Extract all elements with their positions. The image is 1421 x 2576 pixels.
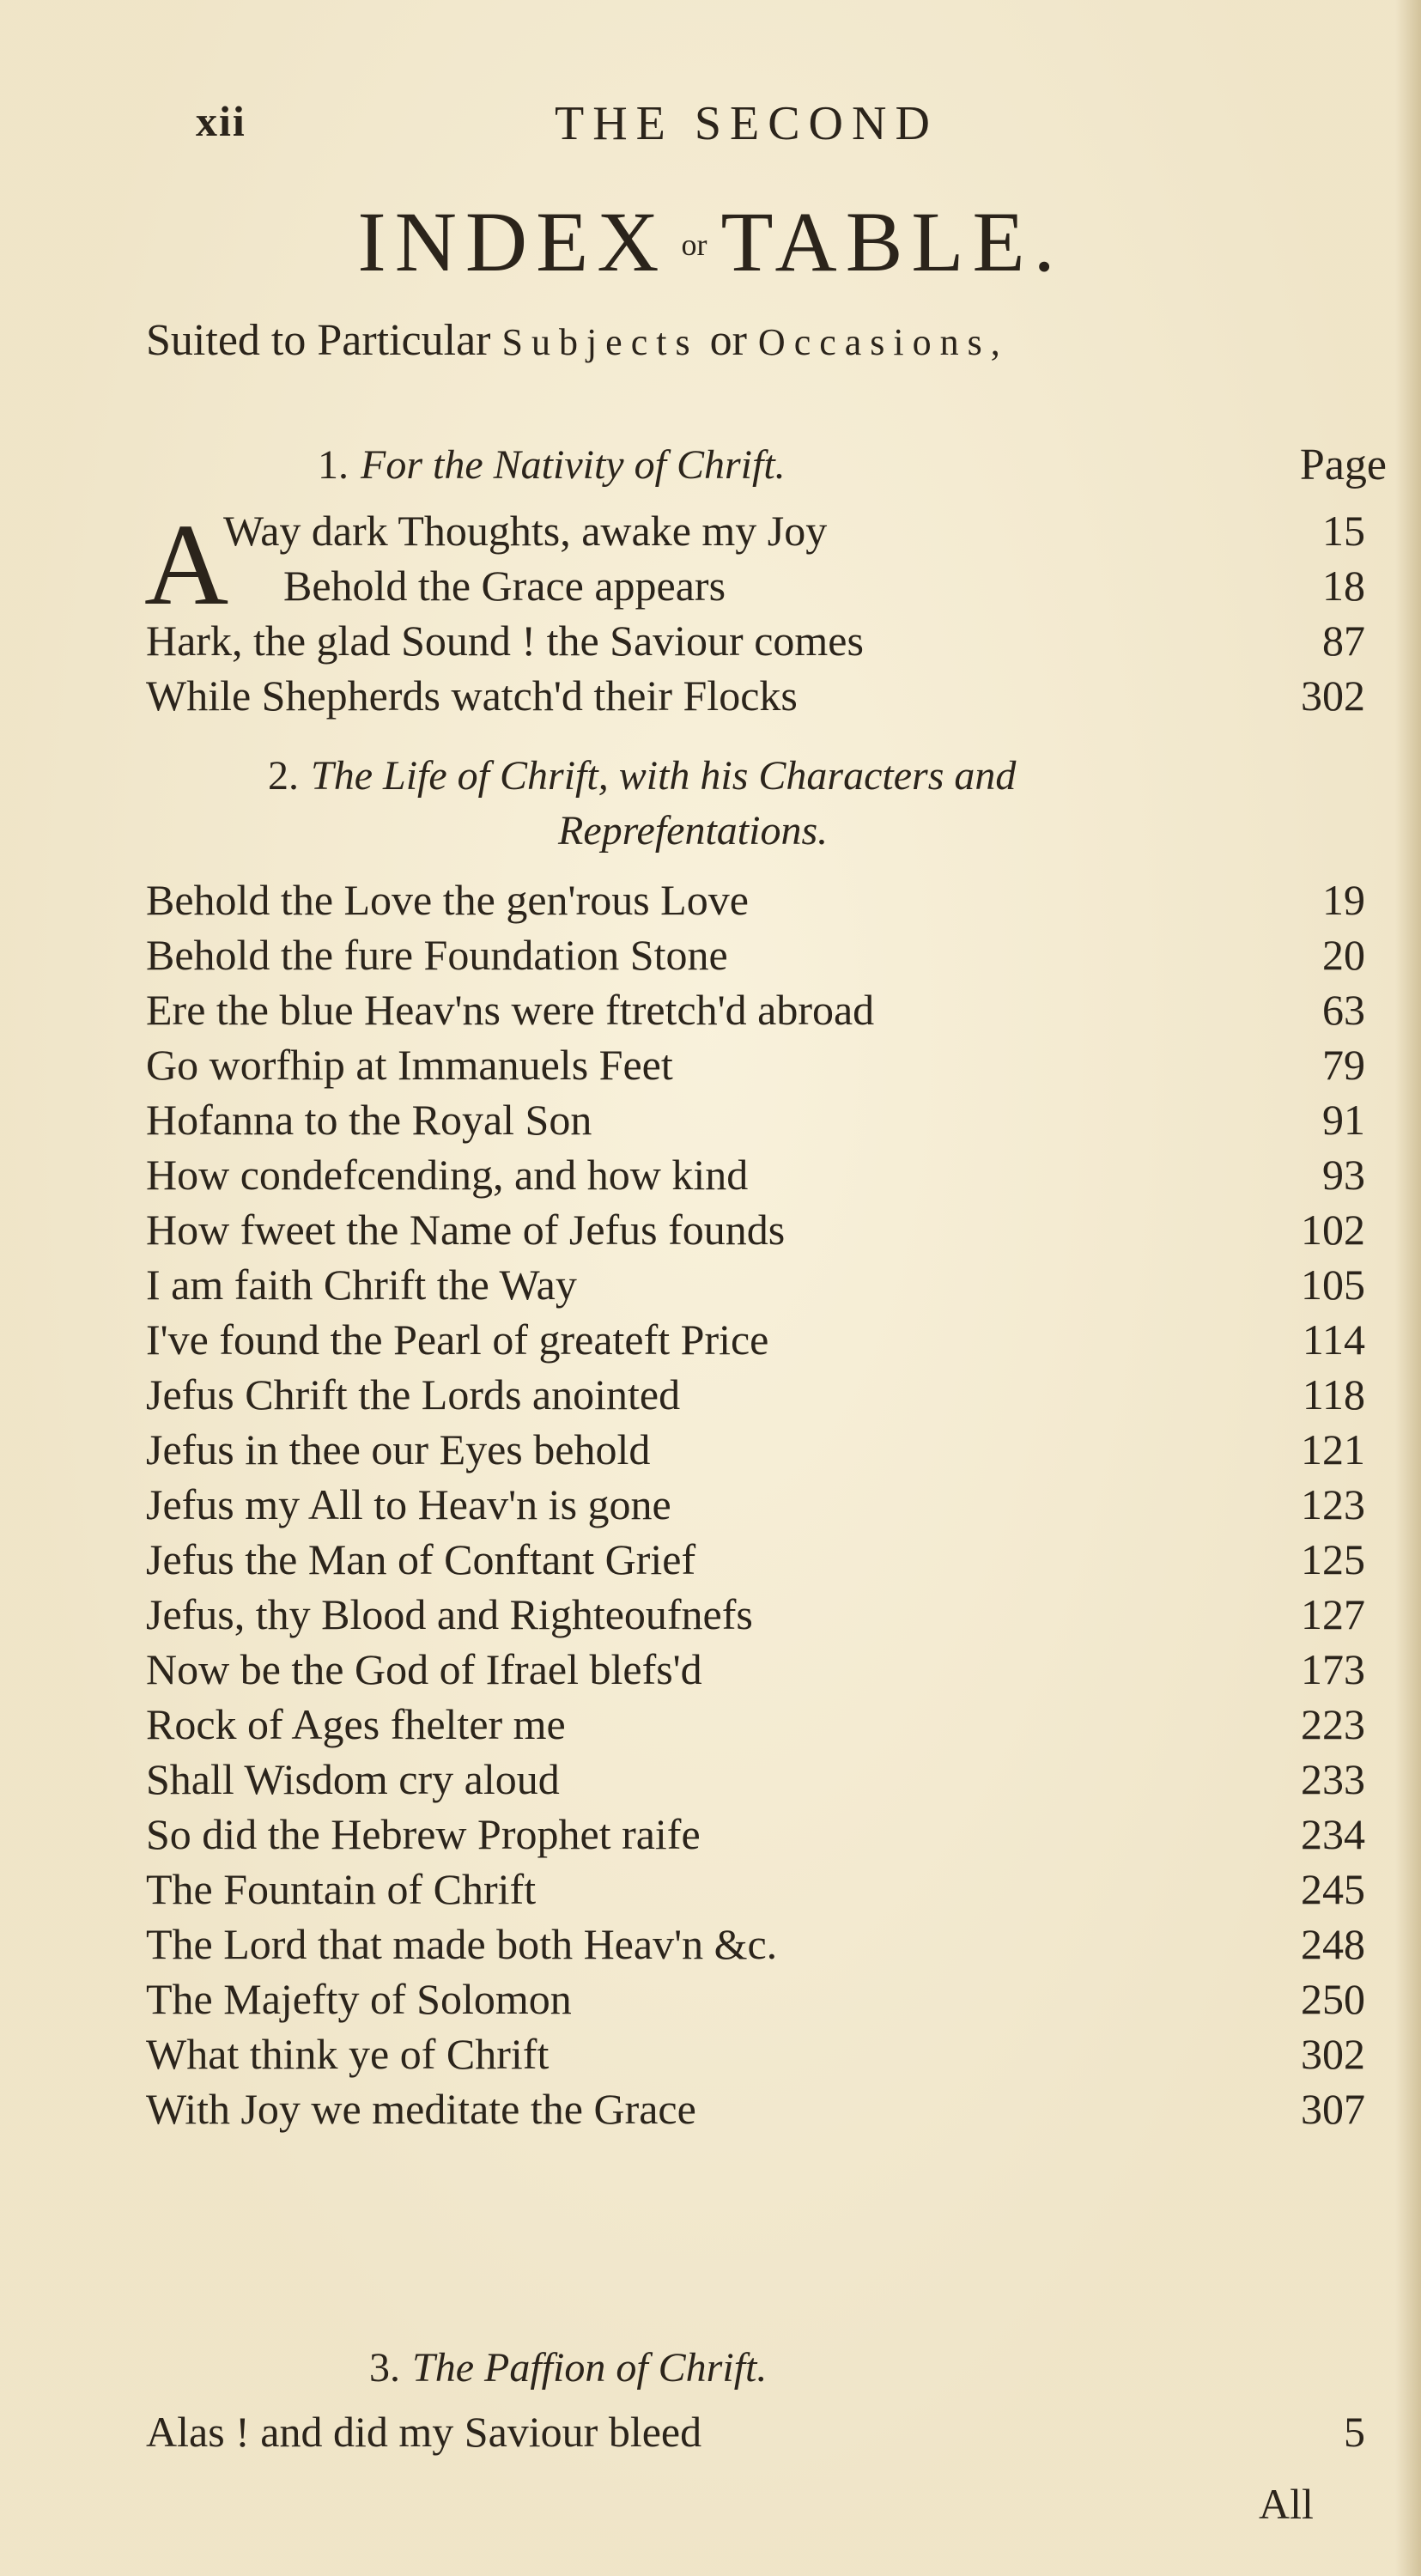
entry-page: 93 bbox=[1322, 1151, 1365, 1199]
entry-title: Hofanna to the Royal Son bbox=[146, 1096, 592, 1144]
entry-page: 87 bbox=[1322, 617, 1365, 665]
folio-number: xii bbox=[196, 97, 246, 145]
entry-page: 118 bbox=[1302, 1370, 1365, 1419]
entry-title: The Fountain of Chrift bbox=[146, 1865, 537, 1913]
entry-title: The Lord that made both Heav'n &c. bbox=[146, 1920, 778, 1968]
index-entry bbox=[146, 1257, 1400, 1312]
entry-page: 245 bbox=[1301, 1865, 1365, 1913]
index-entry bbox=[146, 872, 1400, 927]
page-column-label: Page bbox=[1299, 440, 1387, 489]
entry-page: 125 bbox=[1301, 1535, 1365, 1583]
entry-title: Jefus Chrift the Lords anointed bbox=[146, 1370, 681, 1419]
entry-page: 250 bbox=[1301, 1975, 1365, 2023]
entry-title: I am faith Chrift the Way bbox=[146, 1261, 577, 1309]
index-entry bbox=[146, 982, 1400, 1037]
entry-page: 302 bbox=[1301, 671, 1365, 720]
entry-title: I've found the Pearl of greateft Price bbox=[146, 1315, 769, 1364]
section-title-continued: Reprefentations. bbox=[558, 808, 829, 854]
section-number: 3. bbox=[369, 2345, 400, 2391]
index-entry bbox=[146, 1532, 1400, 1587]
index-subtitle bbox=[146, 311, 1009, 373]
index-entry bbox=[146, 1917, 1400, 1971]
index-entry bbox=[146, 1587, 1400, 1642]
section-2-entries bbox=[146, 872, 1400, 2136]
index-title bbox=[0, 191, 1421, 296]
section-title: For the Nativity of Chrift. bbox=[361, 442, 786, 488]
index-entry bbox=[146, 1752, 1400, 1807]
subtitle-word-occasions: Occasions, bbox=[757, 321, 1009, 363]
entry-page: 123 bbox=[1301, 1480, 1365, 1528]
entry-title: Behold the Love the gen'rous Love bbox=[146, 876, 749, 924]
section-heading-1 bbox=[318, 438, 786, 493]
entry-title: Jefus in thee our Eyes behold bbox=[146, 1425, 651, 1473]
section-heading-2 bbox=[268, 749, 1016, 804]
entry-page: 15 bbox=[1322, 507, 1365, 555]
section-title: The Paffion of Chrift. bbox=[412, 2345, 768, 2391]
entry-title: Behold the fure Foundation Stone bbox=[146, 931, 728, 979]
entry-page: 173 bbox=[1301, 1645, 1365, 1693]
entry-page: 248 bbox=[1301, 1920, 1365, 1968]
entry-page: 234 bbox=[1301, 1810, 1365, 1858]
entry-title: Ere the blue Heav'ns were ftretch'd abroad bbox=[146, 986, 875, 1034]
entry-title: Hark, the glad Sound ! the Saviour comes bbox=[146, 617, 864, 665]
entry-page: 105 bbox=[1301, 1261, 1365, 1309]
index-entry bbox=[146, 503, 1400, 558]
entry-page: 233 bbox=[1301, 1755, 1365, 1803]
subtitle-lead: Suited to Particular bbox=[146, 316, 491, 365]
running-title: THE SECOND bbox=[555, 97, 938, 150]
index-entry bbox=[146, 2026, 1400, 2081]
index-entry bbox=[146, 1971, 1400, 2026]
running-head bbox=[196, 96, 1140, 165]
entry-title: Jefus the Man of Conftant Grief bbox=[146, 1535, 696, 1583]
entry-title: With Joy we meditate the Grace bbox=[146, 2085, 696, 2133]
index-entry bbox=[146, 1862, 1400, 1917]
entry-page: 19 bbox=[1322, 876, 1365, 924]
section-heading-3 bbox=[369, 2341, 767, 2396]
entry-page: 307 bbox=[1301, 2085, 1365, 2133]
section-1-entries bbox=[146, 503, 1400, 723]
entry-title: Rock of Ages fhelter me bbox=[146, 1700, 566, 1748]
index-entry bbox=[146, 558, 1400, 613]
entry-title: Jefus my All to Heav'n is gone bbox=[146, 1480, 671, 1528]
entry-title: While Shepherds watch'd their Flocks bbox=[146, 671, 798, 720]
index-entry bbox=[146, 2081, 1400, 2136]
entry-page: 63 bbox=[1322, 986, 1365, 1034]
subtitle-middle: or bbox=[709, 316, 747, 365]
catchword: All bbox=[1259, 2480, 1314, 2528]
section-number: 2. bbox=[268, 753, 299, 799]
subtitle-word-subjects: Subjects bbox=[501, 321, 699, 363]
entry-title: Jefus, thy Blood and Righteoufnefs bbox=[146, 1590, 753, 1638]
entry-title: So did the Hebrew Prophet raife bbox=[146, 1810, 701, 1858]
entry-page: 20 bbox=[1322, 931, 1365, 979]
section-number: 1. bbox=[318, 442, 349, 488]
entry-title: Behold the Grace appears bbox=[283, 562, 726, 610]
entry-page: 127 bbox=[1301, 1590, 1365, 1638]
entry-title: Go worfhip at Immanuels Feet bbox=[146, 1041, 673, 1089]
index-entry bbox=[146, 1422, 1400, 1477]
drop-cap: A bbox=[144, 501, 229, 629]
index-entry bbox=[146, 1697, 1400, 1752]
entry-page: 223 bbox=[1301, 1700, 1365, 1748]
index-entry bbox=[146, 613, 1400, 668]
entry-page: 102 bbox=[1301, 1206, 1365, 1254]
entry-title: Now be the God of Ifrael blefs'd bbox=[146, 1645, 702, 1693]
index-entry bbox=[146, 1202, 1400, 1257]
entry-page: 79 bbox=[1322, 1041, 1365, 1089]
entry-title: How fweet the Name of Jefus founds bbox=[146, 1206, 786, 1254]
entry-page: 18 bbox=[1322, 562, 1365, 610]
entry-title: The Majefty of Solomon bbox=[146, 1975, 572, 2023]
entry-title: Shall Wisdom cry aloud bbox=[146, 1755, 560, 1803]
index-entry bbox=[146, 1147, 1400, 1202]
entry-title: How condefcending, and how kind bbox=[146, 1151, 749, 1199]
entry-page: 114 bbox=[1302, 1315, 1365, 1364]
index-entry bbox=[146, 668, 1400, 723]
section-title: The Life of Chrift, with his Characters and bbox=[311, 753, 1017, 799]
entry-page: 91 bbox=[1322, 1096, 1365, 1144]
index-entry bbox=[146, 1367, 1400, 1422]
index-title-connector: or bbox=[681, 228, 707, 262]
index-entry bbox=[146, 2404, 1400, 2459]
entry-page: 302 bbox=[1301, 2030, 1365, 2078]
index-entry bbox=[146, 1807, 1400, 1862]
entry-title: Way dark Thoughts, awake my Joy bbox=[223, 507, 828, 555]
index-title-right: TABLE. bbox=[720, 194, 1064, 289]
index-title-left: INDEX bbox=[357, 194, 668, 289]
index-entry bbox=[146, 1092, 1400, 1147]
section-heading-2-cont bbox=[558, 804, 828, 859]
entry-page: 5 bbox=[1344, 2408, 1365, 2456]
entry-title: Alas ! and did my Saviour bleed bbox=[146, 2408, 702, 2456]
index-entry bbox=[146, 927, 1400, 982]
index-entry bbox=[146, 1312, 1400, 1367]
entry-title: What think ye of Chrift bbox=[146, 2030, 550, 2078]
section-3-entries bbox=[146, 2404, 1400, 2459]
entry-page: 121 bbox=[1301, 1425, 1365, 1473]
index-entry bbox=[146, 1477, 1400, 1532]
index-entry bbox=[146, 1642, 1400, 1697]
index-entry bbox=[146, 1037, 1400, 1092]
